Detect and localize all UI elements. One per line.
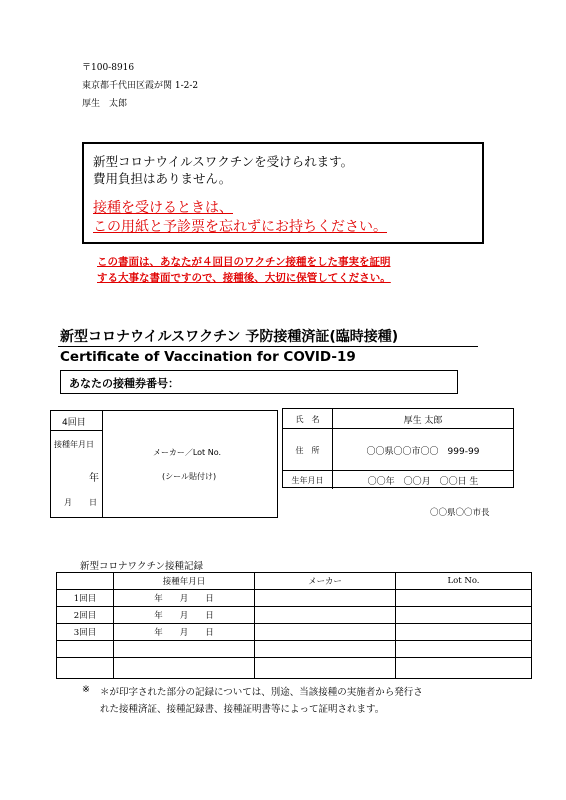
- table-header-row: [57, 573, 532, 590]
- row-date: 年 月 日: [114, 624, 255, 641]
- vaccination-sticker-box: [50, 410, 278, 518]
- record-title: 新型コロナワクチン接種記録: [80, 561, 204, 572]
- table-row: [57, 641, 532, 658]
- recipient-name: 厚生 太郎: [82, 99, 128, 109]
- address-label: 住 所: [295, 446, 320, 455]
- header-dose: [57, 573, 114, 590]
- header-lot: Lot No.: [396, 573, 532, 590]
- row-label: 1回目: [57, 590, 114, 607]
- row-lot: [396, 641, 532, 658]
- notice-box: [82, 142, 484, 244]
- dose-label: 4回目: [62, 418, 86, 428]
- table-row: [57, 607, 532, 624]
- notice-red-line-2: この用紙と予診票を忘れずにお持ちください。: [93, 219, 387, 235]
- maker-lot-label: メーカー／Lot No.: [153, 448, 222, 457]
- notice-red-line-1: 接種を受けるときは、: [93, 200, 233, 216]
- vaccination-record-table: [56, 572, 532, 679]
- row-label: 3回目: [57, 624, 114, 641]
- row-lot: [396, 590, 532, 607]
- footnote-line-1: ＊が印字された部分の記録については、別途、当該接種の実施者から発行さ: [100, 687, 423, 698]
- row-maker: [255, 658, 396, 679]
- row-maker: [255, 607, 396, 624]
- row-label: [57, 641, 114, 658]
- postal-code: 〒100-8916: [82, 63, 135, 73]
- date-label: 接種年月日: [54, 440, 94, 449]
- notice-line-2: 費用負担はありません。: [93, 171, 232, 186]
- month-label: 月: [64, 498, 72, 507]
- address-row: [283, 429, 513, 471]
- table-row: [57, 624, 532, 641]
- row-date: [114, 658, 255, 679]
- header-date: 接種年月日: [114, 573, 255, 590]
- footnote-mark: ※: [82, 684, 90, 695]
- header-maker: メーカー: [255, 573, 396, 590]
- day-label: 日: [89, 498, 97, 507]
- dob-label: 生年月日: [291, 476, 324, 485]
- row-maker: [255, 624, 396, 641]
- warning-line-1: この書面は、あなたが４回目のワクチン接種をした事実を証明: [97, 256, 391, 268]
- name-row: [283, 409, 513, 429]
- row-lot: [396, 624, 532, 641]
- certificate-title-en: Certificate of Vaccination for COVID-19: [60, 349, 356, 365]
- warning-line-2: する大事な書面ですので、接種後、大切に保管してください。: [97, 272, 391, 284]
- street-address: 東京都千代田区霞が関 1-2-2: [82, 81, 199, 91]
- row-date: 年 月 日: [114, 590, 255, 607]
- row-date: [114, 641, 255, 658]
- dob-row: [283, 471, 513, 489]
- footnote-line-2: れた接種済証、接種記録書、接種証明書等によって証明されます。: [100, 704, 385, 715]
- row-maker: [255, 590, 396, 607]
- ticket-number-label: あなたの接種券番号：: [69, 377, 179, 390]
- row-maker: [255, 641, 396, 658]
- row-date: 年 月 日: [114, 607, 255, 624]
- row-label: 2回目: [57, 607, 114, 624]
- name-value: 厚生 太郎: [403, 416, 443, 426]
- row-lot: [396, 607, 532, 624]
- title-divider: [58, 346, 478, 347]
- dob-value: 〇〇年 〇〇月 〇〇日 生: [367, 477, 479, 487]
- ticket-number-field: [60, 370, 458, 394]
- seal-placeholder: (シール貼付け): [162, 472, 217, 481]
- issuer-name: 〇〇県〇〇市長: [430, 508, 490, 518]
- year-label: 年: [89, 473, 99, 484]
- dose-column: [51, 411, 103, 517]
- address-value: 〇〇県〇〇市〇〇 999-99: [366, 447, 480, 457]
- name-label: 氏 名: [295, 415, 320, 424]
- table-row: [57, 590, 532, 607]
- certificate-title-jp: 新型コロナウイルスワクチン 予防接種済証(臨時接種): [60, 329, 399, 345]
- table-row: [57, 658, 532, 679]
- person-info-table: [282, 408, 514, 488]
- row-lot: [396, 658, 532, 679]
- notice-line-1: 新型コロナウイルスワクチンを受けられます。: [93, 154, 354, 169]
- row-label: [57, 658, 114, 679]
